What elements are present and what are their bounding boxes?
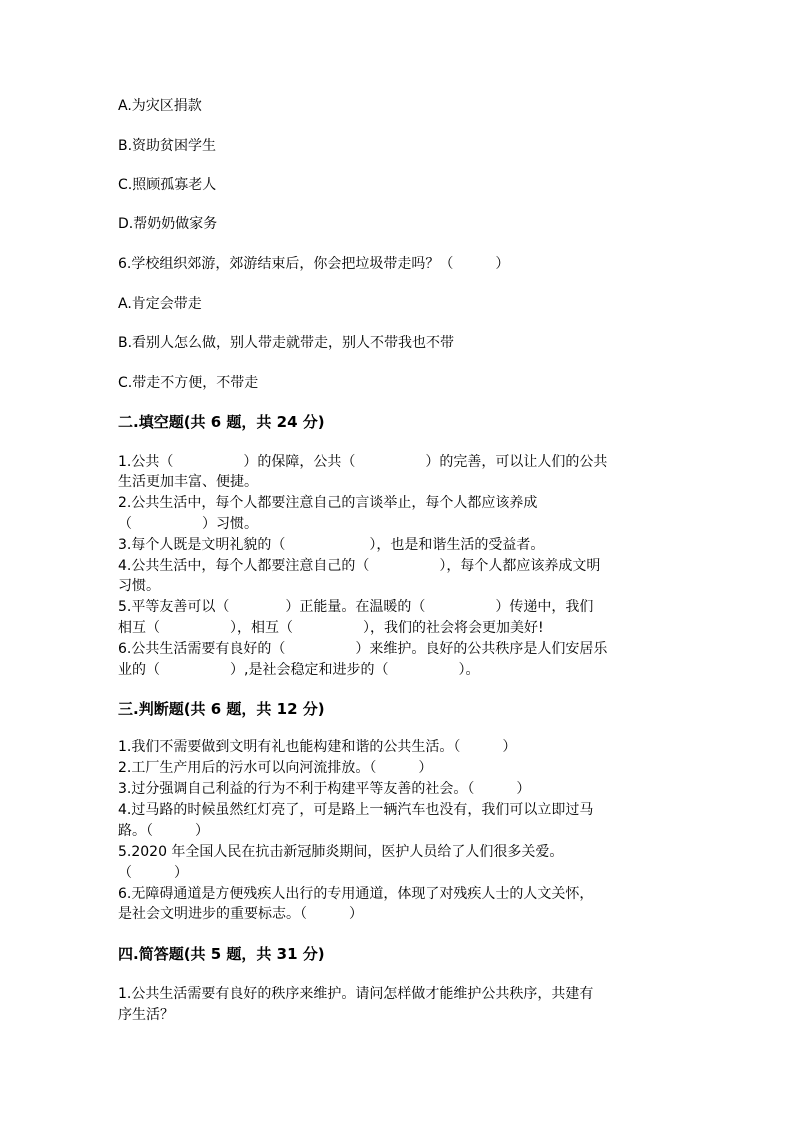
short-line: 序生活？ (118, 1007, 174, 1023)
fill-line: 1.公共（ ）的保障，公共（ ）的完善，可以让人们的公共 (118, 454, 608, 470)
q6-question: 6.学校组织郊游，郊游结束后，你会把垃圾带走吗？（ ） (118, 256, 510, 272)
fill-line: 相互（ ），相互（ ），我们的社会将会更加美好! (118, 620, 544, 636)
fill-line: 生活更加丰富、便捷。 (118, 474, 258, 490)
q6-option-b: B.看别人怎么做，别人带走就带走，别人不带我也不带 (118, 335, 455, 351)
judge-line: 1.我们不需要做到文明有礼也能构建和谐的公共生活。（ ） (118, 739, 517, 755)
fill-line: 业的（ ）,是社会稳定和进步的（ ）。 (118, 662, 480, 678)
fill-line: 6.公共生活需要有良好的（ ）来维护。良好的公共秩序是人们安居乐 (118, 641, 608, 657)
short-line: 1.公共生活需要有良好的秩序来维护。请问怎样做才能维护公共秩序，共建有 (118, 986, 594, 1002)
q5-option-b: B.资助贫困学生 (118, 138, 217, 154)
judge-line: 路。（ ） (118, 823, 209, 839)
fill-line: （ ）习惯。 (118, 516, 258, 532)
q5-option-d: D.帮奶奶做家务 (118, 216, 218, 232)
judge-line: 4.过马路的时候虽然红灯亮了，可是路上一辆汽车也没有，我们可以立即过马 (118, 802, 594, 818)
judge-section-heading: 三.判断题(共 6 题，共 12 分) (118, 700, 325, 718)
fill-line: 5.平等友善可以（ ）正能量。在温暖的（ ）传递中，我们 (118, 599, 594, 615)
q5-option-a: A.为灾区捐款 (118, 98, 202, 114)
judge-line: 2.工厂生产用后的污水可以向河流排放。（ ） (118, 760, 433, 776)
q6-option-a: A.肯定会带走 (118, 296, 202, 312)
fill-line: 4.公共生活中，每个人都要注意自己的（ ），每个人都应该养成文明 (118, 558, 601, 574)
fill-line: 习惯。 (118, 578, 160, 594)
fill-section-heading: 二.填空题(共 6 题，共 24 分) (118, 413, 325, 431)
judge-line: 3.过分强调自己利益的行为不利于构建平等友善的社会。（ ） (118, 781, 531, 797)
judge-line: 5.2020 年全国人民在抗击新冠肺炎期间，医护人员给了人们很多关爱。 (118, 844, 564, 860)
q5-option-c: C.照顾孤寡老人 (118, 177, 217, 193)
short-section-heading: 四.简答题(共 5 题，共 31 分) (118, 945, 325, 963)
judge-line: 6.无障碍通道是方便残疾人出行的专用通道，体现了对残疾人士的人文关怀， (118, 886, 594, 902)
fill-line: 3.每个人既是文明礼貌的（ ），也是和谐生活的受益者。 (118, 537, 545, 553)
fill-line: 2.公共生活中，每个人都要注意自己的言谈举止，每个人都应该养成 (118, 495, 538, 511)
judge-line: （ ） (118, 865, 188, 881)
judge-line: 是社会文明进步的重要标志。（ ） (118, 906, 363, 922)
q6-option-c: C.带走不方便，不带走 (118, 375, 259, 391)
